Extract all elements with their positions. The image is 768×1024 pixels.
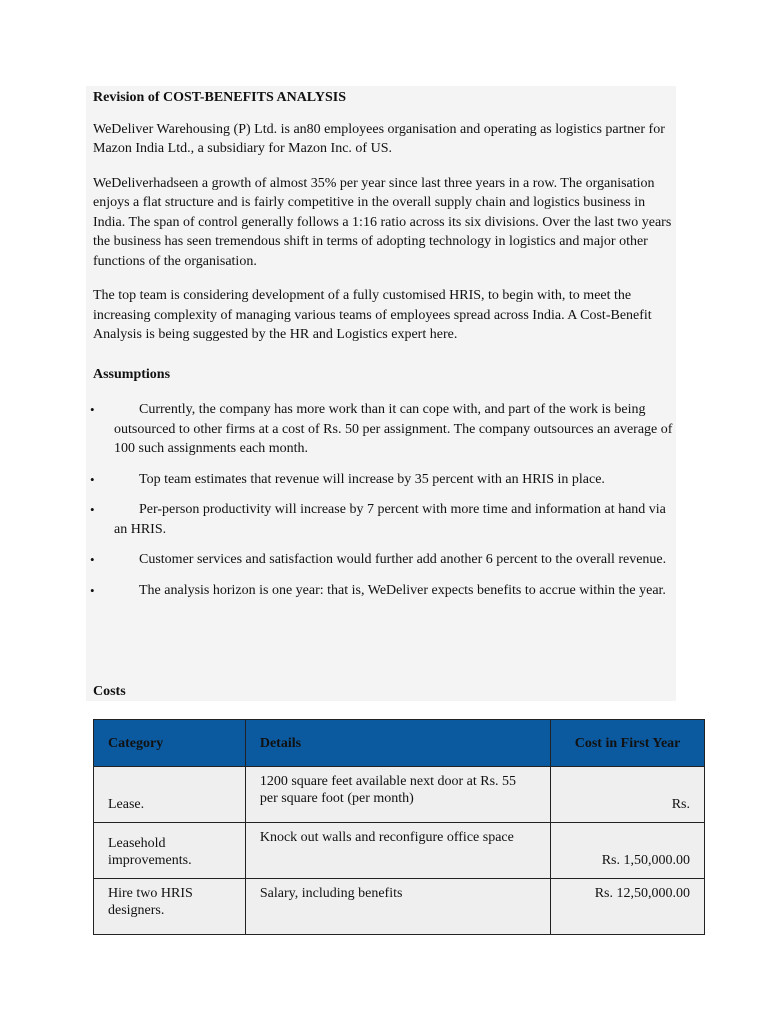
assumption-text: Customer services and satisfaction would further add another 6 percent to the overall revenue. [139,552,667,567]
cost-cell: Rs. 1,50,000.00 [551,823,705,879]
bullet-icon: • [90,552,95,567]
costs-table [93,719,705,935]
assumption-text: Top team estimates that revenue will increase by 35 percent with an HRIS in place. [139,471,605,487]
assumption-text: Per-person productivity will increase by 7 percent with more time and information at hand via an HRIS. [114,502,666,537]
header-category: Category [94,720,246,767]
table-header-row [94,720,705,767]
list-item [90,400,673,459]
assumptions-list [90,400,673,600]
category-cell: Leasehold improvements. [94,823,246,879]
table-row [94,879,705,935]
list-item [90,500,673,539]
growth-paragraph: WeDeliverhadseen a growth of almost 35% per year since last three years in a row. The organisation enjoys a flat structure and is fairly competitive in the overall supply chain and logistics business in India. The span of control generally follows a 1:16 ratio across its six divisions. Over the last two years the business has seen tremendous shift in terms of adopting technology in logistics and major other functions of the organisation. [93,175,672,269]
category-cell: Hire two HRIS designers. [94,879,246,935]
table-row [94,767,705,823]
assumption-text: The analysis horizon is one year: that is, WeDeliver expects benefits to accrue within the year. [139,582,666,598]
cost-cell: Rs. [551,767,705,823]
category-cell: Lease. [94,767,246,823]
bullet-icon: • [90,402,95,417]
details-cell: Knock out walls and reconfigure office space [245,823,550,879]
cost-cell: Rs. 12,50,000.00 [551,879,705,935]
table-row [94,823,705,879]
bullet-icon: • [90,502,95,517]
bullet-icon: • [90,582,95,598]
intro-paragraph: WeDeliver Warehousing (P) Ltd. is an80 employees organisation and operating as logistics partner for Mazon India Ltd., a subsidiary for Mazon Inc. of US. [93,121,665,156]
details-cell: 1200 square feet available next door at Rs. 55 per square foot (per month) [245,767,550,823]
hris-paragraph: The top team is considering development of a fully customised HRIS, to begin with, to meet the increasing complexity of managing various teams of employees spread across India. A Cost-Benefit Analysis is being suggested by the HR and Logistics expert here. [93,288,652,342]
header-cost: Cost in First Year [551,720,705,767]
list-item [90,470,673,490]
document-title: Revision of COST-BENEFITS ANALYSIS [93,90,346,105]
list-item [90,581,673,601]
assumption-text: Currently, the company has more work than it can cope with, and part of the work is being outsourced to other firms at a cost of Rs. 50 per assignment. The company outsources an average of 100 such assignments each month. [114,402,673,456]
details-cell: Salary, including benefits [245,879,550,935]
document-body [90,88,673,611]
bullet-icon: • [90,471,95,487]
costs-heading: Costs [93,684,126,699]
header-details: Details [245,720,550,767]
assumptions-heading: Assumptions [93,366,171,382]
list-item [90,550,673,570]
